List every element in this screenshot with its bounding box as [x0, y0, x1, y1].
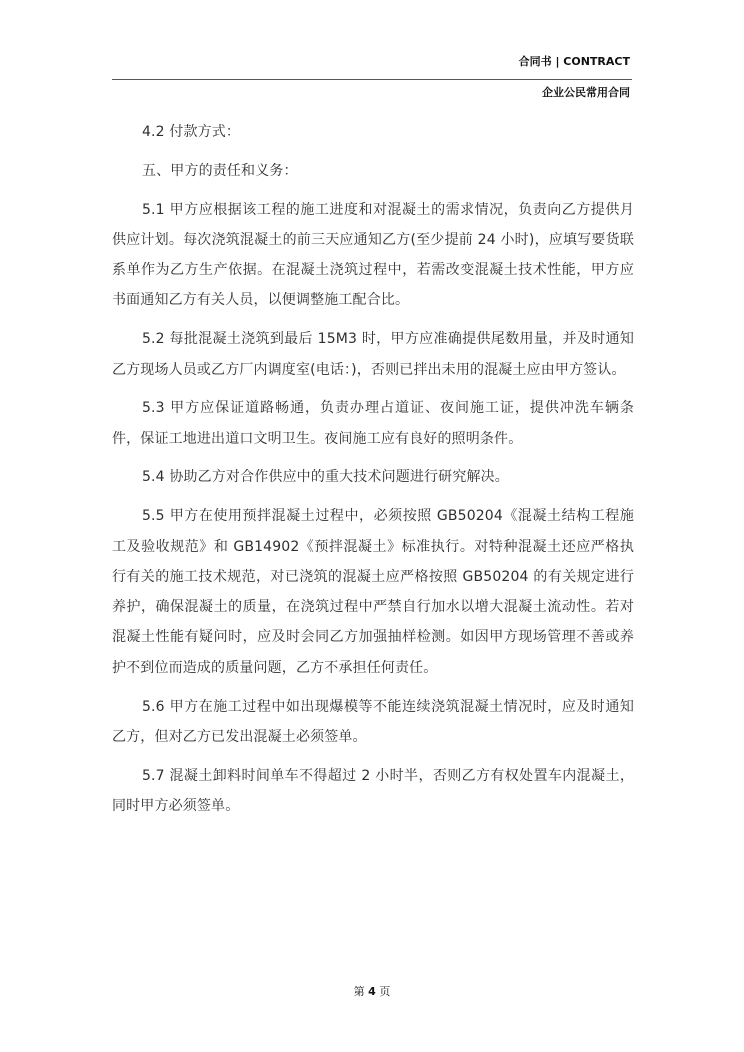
section-five-heading: 五、甲方的责任和义务：	[142, 162, 298, 179]
header-divider	[112, 79, 632, 80]
document-body	[112, 117, 634, 830]
page-number: 4	[368, 985, 376, 998]
clause-5-5: 5.5 甲方在使用预拌混凝土过程中，必须按照 GB50204《混凝土结构工程施工及验收规范》和 GB14902《预拌混凝土》标准执行。对特种混凝土还应严格执行有关的施工技术规范，对已浇筑的混凝土应严格按照 GB50204 的有关规定进行养护，确保混凝土的质量，在浇筑过程中严禁自行加水以增大混凝土流动性。若对混凝土性能有疑问时，应及时会同乙方加强抽样检测。如因甲方现场管理不善或养护不到位而造成的质量问题，乙方不承担任何责任。	[112, 508, 634, 676]
clause-5-1: 5.1 甲方应根据该工程的施工进度和对混凝土的需求情况，负责向乙方提供月供应计划。每次浇筑混凝土的前三天应通知乙方(至少提前 24 小时)，应填写要货联系单作为乙方生产依据。在混凝土浇筑过程中，若需改变混凝土技术性能，甲方应书面通知乙方有关人员，以便调整施工配合比。	[112, 201, 634, 309]
page-suffix: 页	[379, 985, 391, 998]
page-prefix: 第	[353, 985, 365, 998]
payment-method-heading: 4.2 付款方式：	[142, 124, 241, 140]
page-footer	[0, 983, 744, 999]
header-subtitle: 企业公民常用合同	[542, 86, 630, 99]
header-title: 合同书 | CONTRACT	[518, 55, 630, 68]
clause-5-7: 5.7 混凝土卸料时间单车不得超过 2 小时半，否则乙方有权处置车内混凝土，同时甲方必须签单。	[112, 767, 634, 814]
clause-5-3: 5.3 甲方应保证道路畅通，负责办理占道证、夜间施工证，提供冲洗车辆条件，保证工地进出道口文明卫生。夜间施工应有良好的照明条件。	[112, 400, 634, 447]
clause-5-2: 5.2 每批混凝土浇筑到最后 15M3 时，甲方应准确提供尾数用量，并及时通知乙方现场人员或乙方厂内调度室(电话：)，否则已拌出未用的混凝土应由甲方签认。	[112, 331, 634, 378]
clause-5-4: 5.4 协助乙方对合作供应中的重大技术问题进行研究解决。	[142, 469, 509, 486]
clause-5-6: 5.6 甲方在施工过程中如出现爆模等不能连续浇筑混凝土情况时，应及时通知乙方，但对乙方已发出混凝土必须签单。	[112, 698, 634, 745]
